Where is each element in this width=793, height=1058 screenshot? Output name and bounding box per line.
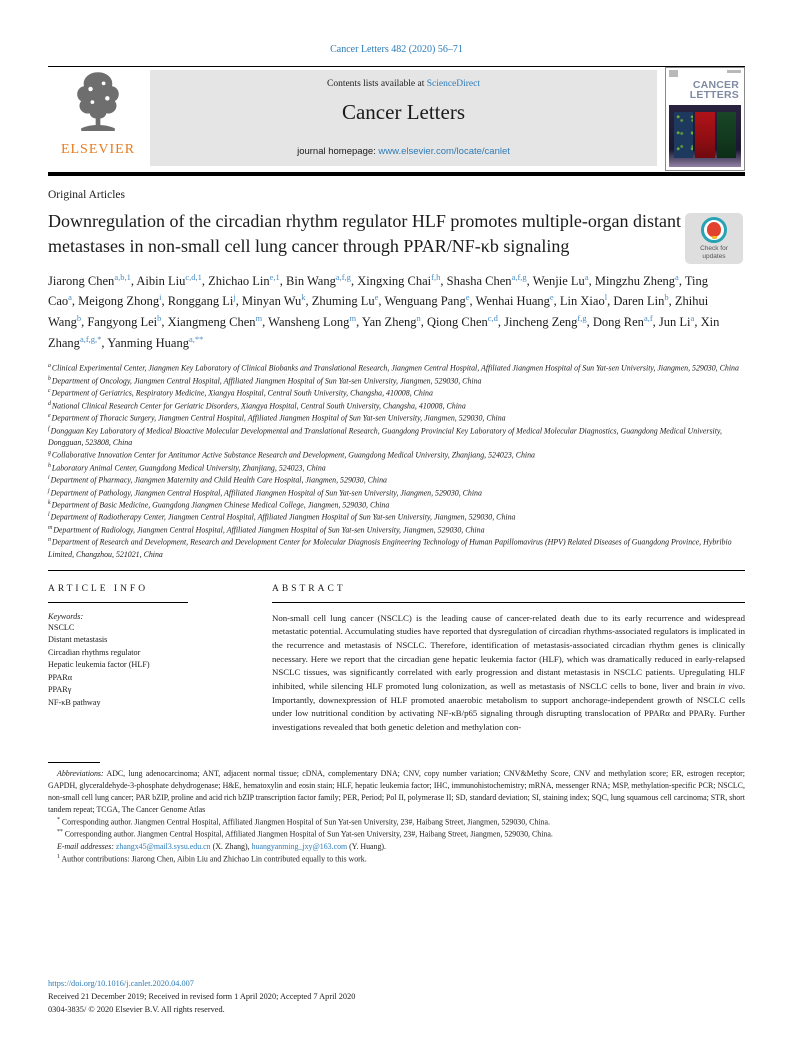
keyword-item: Hepatic leukemia factor (HLF) (48, 660, 150, 670)
footnote-rule (48, 762, 100, 763)
author-affil-marker: f,g (577, 312, 587, 323)
affiliation-text: Department of Thoracic Surgery, Jiangmen Central Hospital, Affiliated Jiangmen Hospital of Sun Yat-sen University, Jiangmen, 529030, China (51, 413, 506, 423)
abbreviations-text: ADC, lung adenocarcinoma; ANT, adjacent normal tissue; cDNA, complementary DNA; CNV, copy number variation; CNV&Methy Score, CNV and methylation score; ER, estrogen receptor; GAPDH, glyceraldehyde-3-phosphate dehydrogenase; H&E, hematoxylin and eosin stain; HLF, hepatic leukemia factor; IHC, immunohistochemistry; mRNA, messenger RNA; MSP, methylation-specific PCR; NSCLC, non-small cell lung cancer; PAR bZIP, proline and acid rich bZIP transcription factor family; PER, Period; Pol II, polymerase II; SD, standard deviation; SI, staining index; SQC, lung squamous cell carcinoma; STR, short tandem repeat; TCGA, The Cancer Genome Atlas (48, 769, 745, 814)
author (476, 294, 560, 308)
author-affil-marker: a (584, 271, 589, 282)
affiliation-marker: k (48, 499, 51, 506)
author-affil-marker: a,** (188, 333, 204, 344)
author-name: Wenhai Huang (475, 294, 550, 309)
author-separator: , (262, 315, 269, 330)
article-info-heading: ARTICLE INFO (48, 583, 149, 594)
masthead-rule (48, 172, 745, 176)
elsevier-logo (48, 67, 148, 171)
author-name: Jiarong Chen (48, 273, 115, 288)
author (312, 294, 385, 308)
affiliation-text: Clinical Experimental Center, Jiangmen Key Laboratory of Clinical Biobanks and Translational Research, Jiangmen Central Hospital, Affiliated Jiangmen Hospital of Sun Yat-sen University, Jiangmen, 529030, China (51, 363, 739, 373)
author-name: Minyan Wu (241, 294, 302, 309)
corr2-marker: ** (57, 829, 63, 836)
author-name: Wenguang Pang (384, 294, 466, 309)
affiliation-marker: a (48, 363, 51, 370)
author-separator: , (305, 294, 312, 309)
author-name: Jincheng Zeng (504, 315, 578, 330)
author-affil-marker: k (301, 292, 306, 303)
author-name: Jun Li (658, 315, 691, 330)
author-affil-marker: l (604, 292, 608, 303)
abstract-text (272, 612, 745, 735)
affiliation-item (48, 449, 745, 461)
affiliation-item (48, 425, 745, 449)
author-separator: , (130, 273, 137, 288)
author-affil-marker: a,f,g (335, 271, 351, 282)
author-separator: , (652, 315, 659, 330)
affiliation-item (48, 536, 745, 560)
corr1-marker: * (57, 816, 60, 823)
cover-art (669, 105, 741, 167)
affiliation-marker: d (48, 400, 51, 407)
author-affil-marker: e (374, 292, 379, 303)
affiliation-item (48, 400, 745, 412)
cover-publisher-mark (669, 70, 741, 79)
author (594, 271, 685, 288)
contrib-marker: 1 (57, 853, 60, 860)
author-separator: , (607, 294, 614, 309)
author-affil-marker: n (416, 312, 421, 323)
author-affil-marker: a,f (643, 312, 653, 323)
affiliation-text: Department of Pathology, Jiangmen Central Hospital, Affiliated Jiangmen Hospital of Sun Yat-sen University, Jiangmen, 529030, China (50, 488, 482, 498)
abstract-heading: ABSTRACT (272, 583, 346, 594)
email-link-2[interactable]: huangyanming_jxy@163.com (251, 841, 348, 851)
contrib-text: Author contributions: Jiarong Chen, Aibin Liu and Zhichao Lin contributed equally to this work. (59, 854, 367, 864)
affiliation-text: Department of Oncology, Jiangmen Central Hospital, Affiliated Jiangmen Hospital of Sun Yat-sen University, Jiangmen, 529030, China (51, 376, 482, 386)
journal-cover-thumbnail (665, 67, 745, 171)
author-affil-marker: a (675, 271, 679, 282)
author (560, 294, 613, 308)
author-name: Zhichao Lin (208, 273, 270, 288)
elsevier-tree-icon (70, 70, 126, 141)
author-affil-marker: a (690, 312, 695, 323)
author-separator: , (161, 294, 168, 309)
keyword-item: PPARγ (48, 685, 72, 695)
article-title: Downregulation of the circadian rhythm regulator HLF promotes multiple-organ distant metastases in non-small cell lung cancer through PPAR/NF-κb signaling (48, 211, 682, 256)
author-separator: , (101, 335, 108, 350)
author-separator: , (668, 294, 675, 309)
article-info-rule (48, 602, 188, 603)
email-label: E-mail addresses: (57, 841, 116, 851)
author-separator: , (350, 273, 358, 288)
author-affil-marker: a (68, 292, 72, 303)
check-updates-badge[interactable] (685, 213, 743, 264)
author (242, 294, 312, 308)
sciencedirect-link[interactable]: ScienceDirect (426, 79, 480, 89)
affiliation-marker: l (48, 512, 50, 519)
author-separator: , (497, 315, 505, 330)
author-name: Fangyong Lei (87, 315, 158, 330)
author-separator: , (378, 294, 385, 309)
check-updates-label-line1: Check for (700, 245, 728, 252)
homepage-line (150, 146, 657, 157)
author (504, 312, 593, 330)
check-updates-label-line2: updates (702, 252, 726, 260)
author-name: Zhihui Wang (48, 294, 709, 330)
author-name: Daren Lin (613, 294, 665, 309)
author (107, 333, 204, 350)
affiliation-text: Department of Basic Medicine, Guangdong Jiangmen Chinese Medical College, Jiangmen, 529030, China (51, 500, 390, 510)
affiliation-marker: i (48, 475, 50, 482)
author (168, 294, 242, 308)
journal-title: Cancer Letters (341, 100, 466, 124)
author (532, 271, 595, 288)
author-separator: , (71, 294, 79, 309)
author (87, 312, 168, 330)
contents-prefix: Contents lists available at (326, 79, 427, 89)
copyright-line: 0304-3835/ © 2020 Elsevier B.V. All rights reserved. (48, 1005, 225, 1015)
author (136, 271, 209, 288)
keywords-list (48, 622, 226, 709)
keywords-label: Keywords: (48, 611, 84, 621)
cover-title-line2: LETTERS (689, 88, 739, 101)
author-separator: , (694, 315, 701, 330)
affiliation-text: Dongguan Key Laboratory of Medical Bioactive Molecular Developmental and Translational Research, Guangdong Provincial Key Laboratory of Medical Molecular Diagnostics, Guangdong Medical University, Dongguan, 523808, China (48, 426, 722, 448)
check-updates-dot-icon (712, 236, 717, 239)
abstract-part-2: . Importantly, downexpression of HLF promoted anaerobic metabolism to support anchorage-independent growth of NSCLC cells under low nutritional condition by activating NF-κB/p65 signaling through disrupting translocation of PPARα and PPARγ. Further investigations revealed that both genetic deletion and methylation con- (272, 680, 745, 732)
footnotes (48, 762, 745, 865)
author-name: Qiong Chen (427, 315, 488, 330)
author-affil-marker: b (157, 312, 162, 323)
author-separator: , (678, 273, 685, 288)
keyword-item: PPARα (48, 672, 73, 682)
affiliation-text: Department of Geriatrics, Respiratory Medicine, Xiangya Hospital, Central South University, Changsha, 410008, China (51, 388, 433, 398)
keyword-item: NF-κB pathway (48, 697, 101, 707)
author (592, 312, 659, 330)
author-name: Xingxing Chai (357, 273, 432, 288)
affiliation-text: Collaborative Innovation Center for Antitumor Active Substance Research and Development, Guangdong Medical University, Zhanjiang, 524023, China (51, 450, 535, 460)
author (361, 312, 427, 330)
author-separator: , (161, 315, 168, 330)
author-contributions-note (48, 853, 745, 865)
author-name: Meigong Zhong (78, 294, 160, 309)
journal-banner (150, 70, 657, 166)
section-label: Original Articles (48, 189, 125, 201)
affiliation-item (48, 387, 745, 399)
author-name: Zhuming Lu (311, 294, 375, 309)
author (384, 294, 475, 308)
author-separator: , (235, 294, 242, 309)
author-name: Xiangmeng Chen (167, 315, 256, 330)
author-affil-marker: e,1 (269, 271, 280, 282)
corr2-text: Corresponding author. Jiangmen Central Hospital, Affiliated Jiangmen Hospital of Sun Yat-sen University, 23#, Haibang Street, Jiangmen, 529030, China. (62, 829, 553, 839)
author-separator: , (201, 273, 209, 288)
cover-title (666, 79, 744, 101)
affiliation-item (48, 487, 745, 499)
abbreviations-note (48, 768, 745, 815)
affiliations-rule (48, 570, 745, 571)
author-name: Wenjie Lu (532, 273, 585, 288)
affiliation-text: Department of Research and Development, Research and Development Center for Molecular Diagnosis Engineering Technology of Human Papillomavirus (HPV) Related Diseases of Guangdong Province, Hybribio Limited, Changzhou, 521021, China (48, 538, 732, 559)
author-separator: , (586, 315, 593, 330)
author (427, 312, 505, 330)
author-separator: , (469, 294, 476, 309)
abstract-rule (272, 602, 745, 603)
author (613, 294, 675, 308)
author-affil-marker: j (233, 292, 236, 303)
author-name: Bin Wang (286, 273, 336, 288)
author-name: Yan Zheng (361, 315, 417, 330)
affiliation-text: Department of Radiology, Jiangmen Central Hospital, Affiliated Jiangmen Hospital of Sun Yat-sen University, Jiangmen, 529030, China (53, 525, 485, 535)
author-separator: , (356, 315, 362, 330)
affiliation-text: Department of Pharmacy, Jiangmen Maternity and Child Health Care Hospital, Jiangmen, 529030, China (50, 475, 387, 485)
check-updates-pin-icon (707, 222, 721, 237)
abbreviations-label: Abbreviations: (57, 769, 104, 779)
author-affil-marker: b (76, 312, 82, 323)
affiliation-item (48, 412, 745, 424)
affiliation-text: National Clinical Research Center for Geriatric Disorders, Xiangya Hospital, Central South University, Changsha, 410008, China (51, 401, 466, 411)
author-name: Shasha Chen (446, 273, 512, 288)
author (446, 271, 533, 288)
contents-line (150, 79, 657, 89)
author-name: Yanming Huang (107, 335, 189, 350)
author (208, 271, 287, 288)
author-affil-marker: i (159, 292, 162, 303)
affiliation-marker: e (48, 413, 51, 420)
author-name: Xin Zhang (48, 315, 720, 350)
author-separator: , (420, 315, 427, 330)
author-separator: , (81, 315, 88, 330)
author (286, 271, 358, 288)
affiliation-marker: j (48, 487, 50, 494)
email1-owner: (X. Zhang), (210, 841, 252, 851)
authors-list (48, 271, 720, 354)
cover-art-panel-middle (695, 112, 714, 158)
affiliation-marker: m (48, 524, 53, 531)
affiliation-item (48, 375, 745, 387)
author-separator: , (553, 294, 560, 309)
affiliation-text: Department of Radiotherapy Center, Jiangmen Central Hospital, Affiliated Jiangmen Hospital of Sun Yat-sen University, Jiangmen, 529030, China (50, 513, 516, 523)
doi-link[interactable]: https://doi.org/10.1016/j.canlet.2020.04.007 (48, 979, 194, 989)
received-dates: Received 21 December 2019; Received in revised form 1 April 2020; Accepted 7 April 2020 (48, 992, 356, 1002)
author-name: Aibin Liu (136, 273, 186, 288)
author-name: Wansheng Long (268, 315, 350, 330)
author-affil-marker: b (664, 292, 669, 303)
author-affil-marker: f,h (431, 271, 441, 282)
bottom-block (48, 978, 745, 1017)
keyword-item: Distant metastasis (48, 635, 108, 645)
cover-art-panel-right (717, 112, 736, 158)
corresponding-author-note-2 (48, 828, 745, 840)
affiliation-item (48, 362, 745, 374)
author-affil-marker: c,d,1 (185, 271, 202, 282)
author-name: Ronggang Li (167, 294, 234, 309)
abstract-in-vivo: in vivo (718, 680, 743, 691)
affiliation-item (48, 474, 745, 486)
author-affil-marker: a,f,g (511, 271, 527, 282)
author-separator: , (588, 273, 595, 288)
affiliation-text: Laboratory Animal Center, Guangdong Medical University, Zhanjiang, 524023, China (51, 463, 326, 473)
affiliation-marker: b (48, 375, 51, 382)
author-separator: , (279, 273, 287, 288)
masthead (48, 67, 745, 171)
author-affil-marker: m (255, 312, 263, 323)
affiliation-marker: c (48, 388, 51, 395)
journal-citation: Cancer Letters 482 (2020) 56–71 (330, 44, 463, 55)
email2-owner: (Y. Huang). (347, 841, 387, 851)
author-separator: , (526, 273, 533, 288)
author-name: Lin Xiao (559, 294, 605, 309)
author-name: Mingzhu Zheng (594, 273, 676, 288)
keyword-item: Circadian rhythms regulator (48, 647, 141, 657)
elsevier-wordmark: ELSEVIER (60, 142, 136, 157)
author (658, 312, 701, 330)
author-affil-marker: a,f,g,* (79, 333, 102, 344)
author-affil-marker: m (349, 312, 357, 323)
affiliation-item (48, 524, 745, 536)
affiliation-marker: g (48, 450, 51, 457)
affiliation-item (48, 462, 745, 474)
check-updates-icon (701, 217, 727, 243)
check-updates-label (687, 245, 741, 261)
author (78, 294, 168, 308)
author-affil-marker: a,b,1 (114, 271, 131, 282)
cover-title-line1: CANCER (692, 79, 739, 91)
keyword-item: NSCLC (48, 622, 75, 632)
homepage-link[interactable]: www.elsevier.com/locate/canlet (378, 146, 510, 157)
affiliations-list (48, 362, 745, 561)
author (357, 271, 447, 288)
author-affil-marker: c,d (487, 312, 498, 323)
corr1-text: Corresponding author. Jiangmen Central Hospital, Affiliated Jiangmen Hospital of Sun Yat-sen University, 23#, Haibang Street, Jiangmen, 529030, China. (59, 817, 550, 827)
affiliation-marker: h (48, 462, 51, 469)
affiliation-item (48, 511, 745, 523)
author (48, 271, 137, 288)
author (167, 312, 269, 330)
author-affil-marker: e (549, 292, 554, 303)
corresponding-author-note-1 (48, 816, 745, 828)
author-affil-marker: e (465, 292, 470, 303)
cover-art-panel-left (674, 112, 693, 158)
abstract-part-1: Non-small cell lung cancer (NSCLC) is the leading cause of cancer-related death due to its early recurrence and widespread metastatic potential. Accumulating studies have reported that dysregulation of circadian rhythms-associated regulators is implicated in the recurrence and metastasis of NSCLC. Therefore, identification of metastasis-associated circadian rhythm genes is clinically necessary. Here we report that the circadian gene hepatic leukemia factor (HLF), which was dramatically reduced in early-relapsed NSCLC tissues, was significantly correlated with early progression and distant metastasis in NSCLC patients. Upregulating HLF inhibited, while silencing HLF promoted lung colonization, as well as metastasis of NSCLC cells to bone, liver and brain (272, 612, 745, 691)
affiliation-marker: f (48, 425, 50, 432)
homepage-prefix: journal homepage: (297, 146, 379, 157)
affiliation-item (48, 499, 745, 511)
email-note (48, 841, 745, 853)
author-separator: , (440, 273, 447, 288)
affiliation-marker: n (48, 537, 51, 544)
author (268, 312, 362, 330)
author-name: Ting Cao (48, 273, 709, 309)
email-link-1[interactable]: zhangx45@mail3.sysu.edu.cn (115, 841, 211, 851)
author-name: Dong Ren (592, 315, 644, 330)
